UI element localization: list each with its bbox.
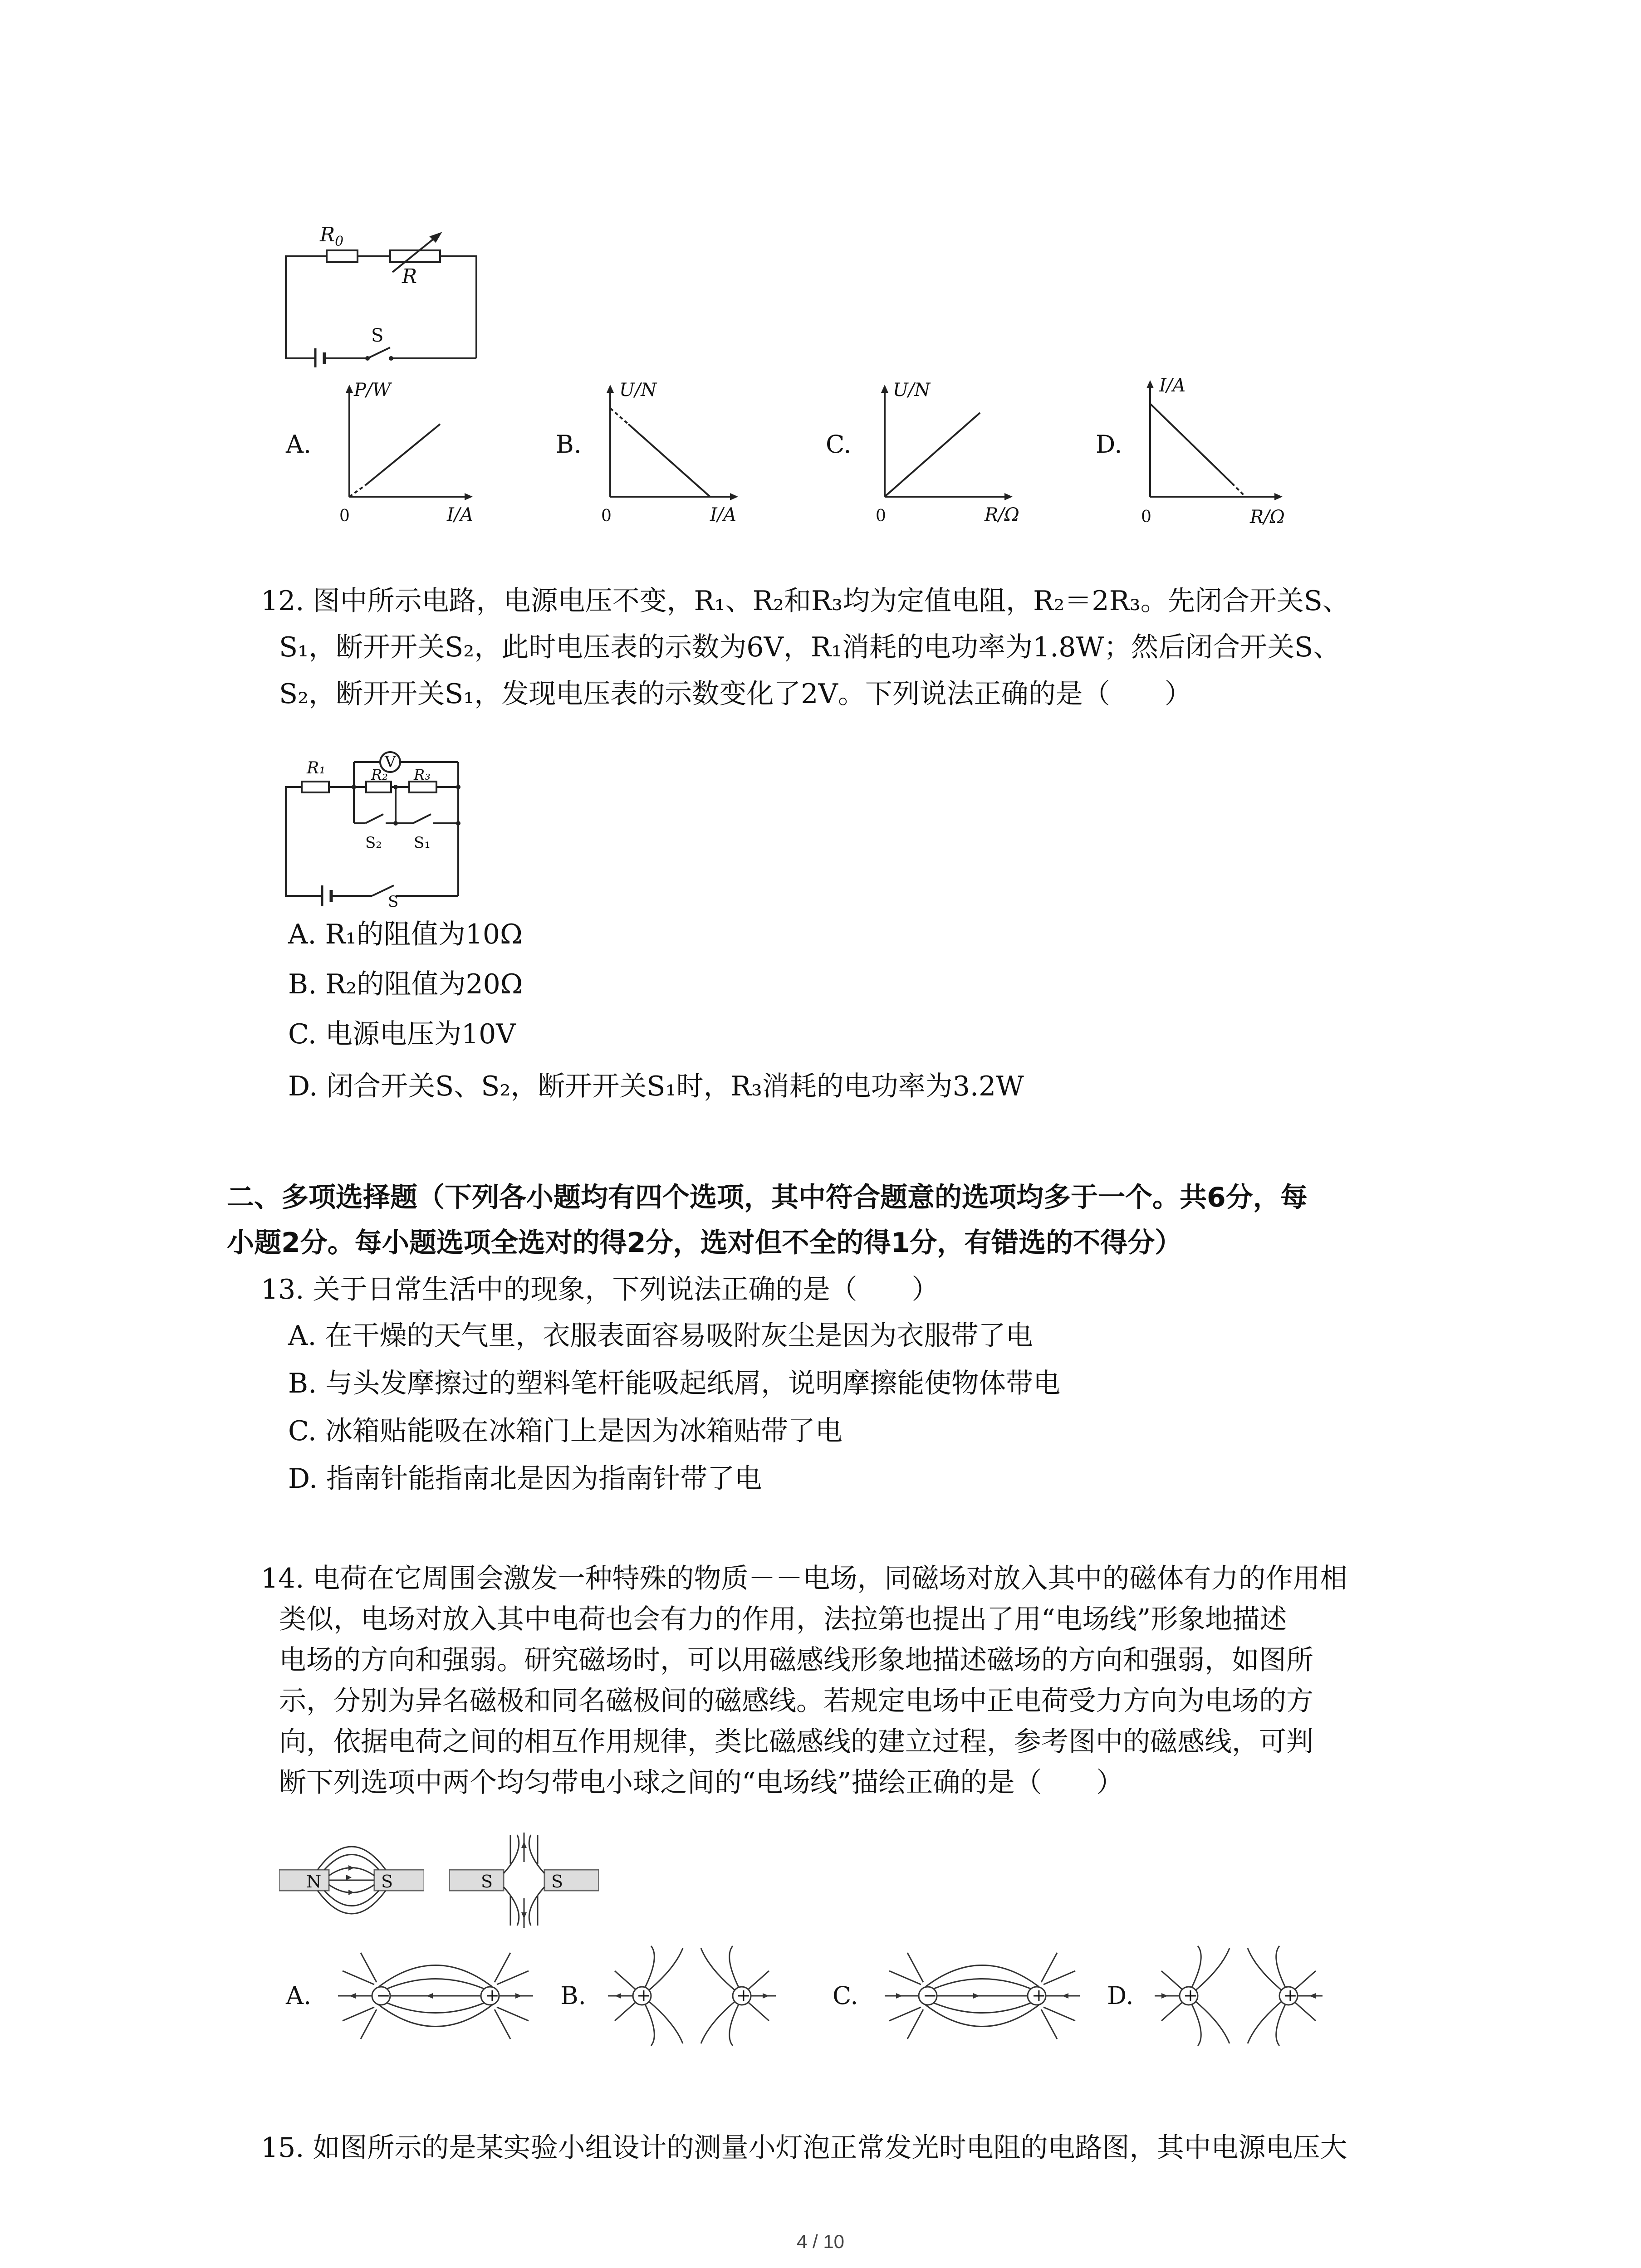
right-charge-sign: + xyxy=(1032,1985,1046,2005)
x-axis-label: R/Ω xyxy=(1250,507,1285,528)
q14-option-c[interactable] xyxy=(833,1939,1087,2053)
q12-option-c[interactable]: C. 电源电压为10V xyxy=(288,1018,516,1050)
q13-option-b[interactable]: B. 与头发摩擦过的塑料笔杆能吸起纸屑，说明摩擦能使物体带电 xyxy=(288,1368,1061,1399)
magnet-pole-label: S xyxy=(551,1872,563,1892)
y-axis-label: U/N xyxy=(619,380,657,401)
origin-label: 0 xyxy=(1141,508,1151,526)
q13-option-c[interactable]: C. 冰箱贴能吸在冰箱门上是因为冰箱贴带了电 xyxy=(288,1415,843,1447)
option-letter: C. xyxy=(833,1981,858,2010)
q14-stem-line-6: 断下列选项中两个均匀带电小球之间的“电场线”描绘正确的是（ ） xyxy=(279,1767,1124,1799)
q11-s-label: S xyxy=(371,325,384,346)
option-letter: C. xyxy=(826,430,852,459)
q14-option-a[interactable] xyxy=(286,1939,540,2053)
q13-stem: 13. 关于日常生活中的现象，下列说法正确的是（ ） xyxy=(261,1274,939,1305)
q14-stem-line-3: 电场的方向和强弱。研究磁场时，可以用磁感线形象地描述磁场的方向和强弱，如图所 xyxy=(279,1644,1313,1676)
q14-magnet-opposite-poles xyxy=(279,1833,424,1928)
q12-circuit-diagram xyxy=(277,744,476,911)
q11-option-d[interactable] xyxy=(1096,376,1295,535)
origin-label: 0 xyxy=(601,507,612,525)
option-letter: D. xyxy=(1096,430,1122,459)
q14-stem-line-4: 示，分别为异名磁极和同名磁极间的磁感线。若规定电场中正电荷受力方向为电场的方 xyxy=(279,1685,1313,1717)
q11-circuit-diagram xyxy=(277,213,490,367)
option-letter: D. xyxy=(1107,1981,1134,2010)
option-letter: A. xyxy=(286,430,312,459)
magnet-pole-label: S xyxy=(481,1872,493,1892)
q14-magnet-like-poles xyxy=(449,1833,599,1928)
page-number: 4 / 10 xyxy=(796,2231,845,2252)
q12-option-a[interactable]: A. R₁的阻值为10Ω xyxy=(288,919,523,950)
left-charge-sign: + xyxy=(637,1985,651,2005)
q12-r3-label: R₃ xyxy=(414,766,431,783)
x-axis-label: R/Ω xyxy=(985,504,1019,525)
q11-r-label: R xyxy=(402,265,417,288)
left-charge-sign: − xyxy=(923,1985,937,2005)
section-2-heading-line-1: 二、多项选择题（下列各小题均有四个选项，其中符合题意的选项均多于一个。共6分，每 xyxy=(227,1182,1308,1213)
y-axis-label: U/N xyxy=(893,380,931,401)
x-axis-label: I/A xyxy=(447,504,474,525)
q12-option-d[interactable]: D. 闭合开关S、S₂，断开开关S₁时，R₃消耗的电功率为3.2W xyxy=(288,1070,1024,1102)
option-letter: B. xyxy=(560,1981,586,2010)
q14-stem-line-5: 向，依据电荷之间的相互作用规律，类比磁感线的建立过程，参考图中的磁感线，可判 xyxy=(279,1726,1313,1758)
q12-stem-line-3: S₂，断开开关S₁，发现电压表的示数变化了2V。下列说法正确的是（ ） xyxy=(279,678,1192,710)
q14-stem-line-2: 类似，电场对放入其中电荷也会有力的作用，法拉第也提出了用“电场线”形象地描述 xyxy=(279,1603,1287,1635)
left-charge-sign: − xyxy=(376,1985,391,2005)
q12-r1-label: R₁ xyxy=(307,759,326,777)
q15-stem-line-1: 15. 如图所示的是某实验小组设计的测量小灯泡正常发光时电阻的电路图，其中电源电压大 xyxy=(261,2132,1347,2164)
x-axis-label: I/A xyxy=(710,504,737,525)
origin-label: 0 xyxy=(876,507,886,525)
option-letter: B. xyxy=(556,430,582,459)
y-axis-label: P/W xyxy=(354,380,391,401)
right-charge-sign: + xyxy=(1283,1985,1298,2005)
q12-option-b[interactable]: B. R₂的阻值为20Ω xyxy=(288,968,523,1000)
q12-s1-label: S₁ xyxy=(414,834,431,852)
q11-r0-label: $R_0$ xyxy=(320,223,344,249)
option-letter: A. xyxy=(286,1981,312,2010)
q14-stem-line-1: 14. 电荷在它周围会激发一种特殊的物质－－电场，同磁场对放入其中的磁体有力的作用相 xyxy=(261,1563,1347,1594)
origin-label: 0 xyxy=(339,507,350,525)
left-charge-sign: + xyxy=(1183,1985,1198,2005)
magnet-pole-label: N xyxy=(306,1872,322,1892)
q12-r2-label: R₂ xyxy=(371,766,388,783)
q12-stem-line-1: 12. 图中所示电路，电源电压不变，R₁、R₂和R₃均为定值电阻，R₂＝2R₃。先闭合开关S、 xyxy=(261,585,1350,617)
q12-s2-label: S₂ xyxy=(365,834,382,852)
q11-option-a[interactable] xyxy=(286,381,485,535)
y-axis-label: I/A xyxy=(1159,375,1186,396)
q14-option-d[interactable] xyxy=(1107,1939,1325,2053)
magnet-pole-label: S xyxy=(381,1872,393,1892)
section-2-heading-line-2: 小题2分。每小题选项全选对的得2分，选对但不全的得1分，有错选的不得分） xyxy=(227,1227,1182,1259)
q13-option-d[interactable]: D. 指南针能指南北是因为指南针带了电 xyxy=(288,1463,762,1495)
q13-option-a[interactable]: A. 在干燥的天气里，衣服表面容易吸附灰尘是因为衣服带了电 xyxy=(288,1320,1033,1352)
q11-option-c[interactable] xyxy=(826,381,1025,535)
right-charge-sign: + xyxy=(485,1985,500,2005)
q12-s-label: S xyxy=(388,893,399,911)
q14-option-b[interactable] xyxy=(560,1939,778,2053)
q12-stem-line-2: S₁，断开开关S₂，此时电压表的示数为6V，R₁消耗的电功率为1.8W；然后闭合开关S、 xyxy=(279,631,1341,663)
right-charge-sign: + xyxy=(736,1985,751,2005)
q11-option-b[interactable] xyxy=(556,381,755,535)
q12-voltmeter-label: V xyxy=(385,753,396,771)
